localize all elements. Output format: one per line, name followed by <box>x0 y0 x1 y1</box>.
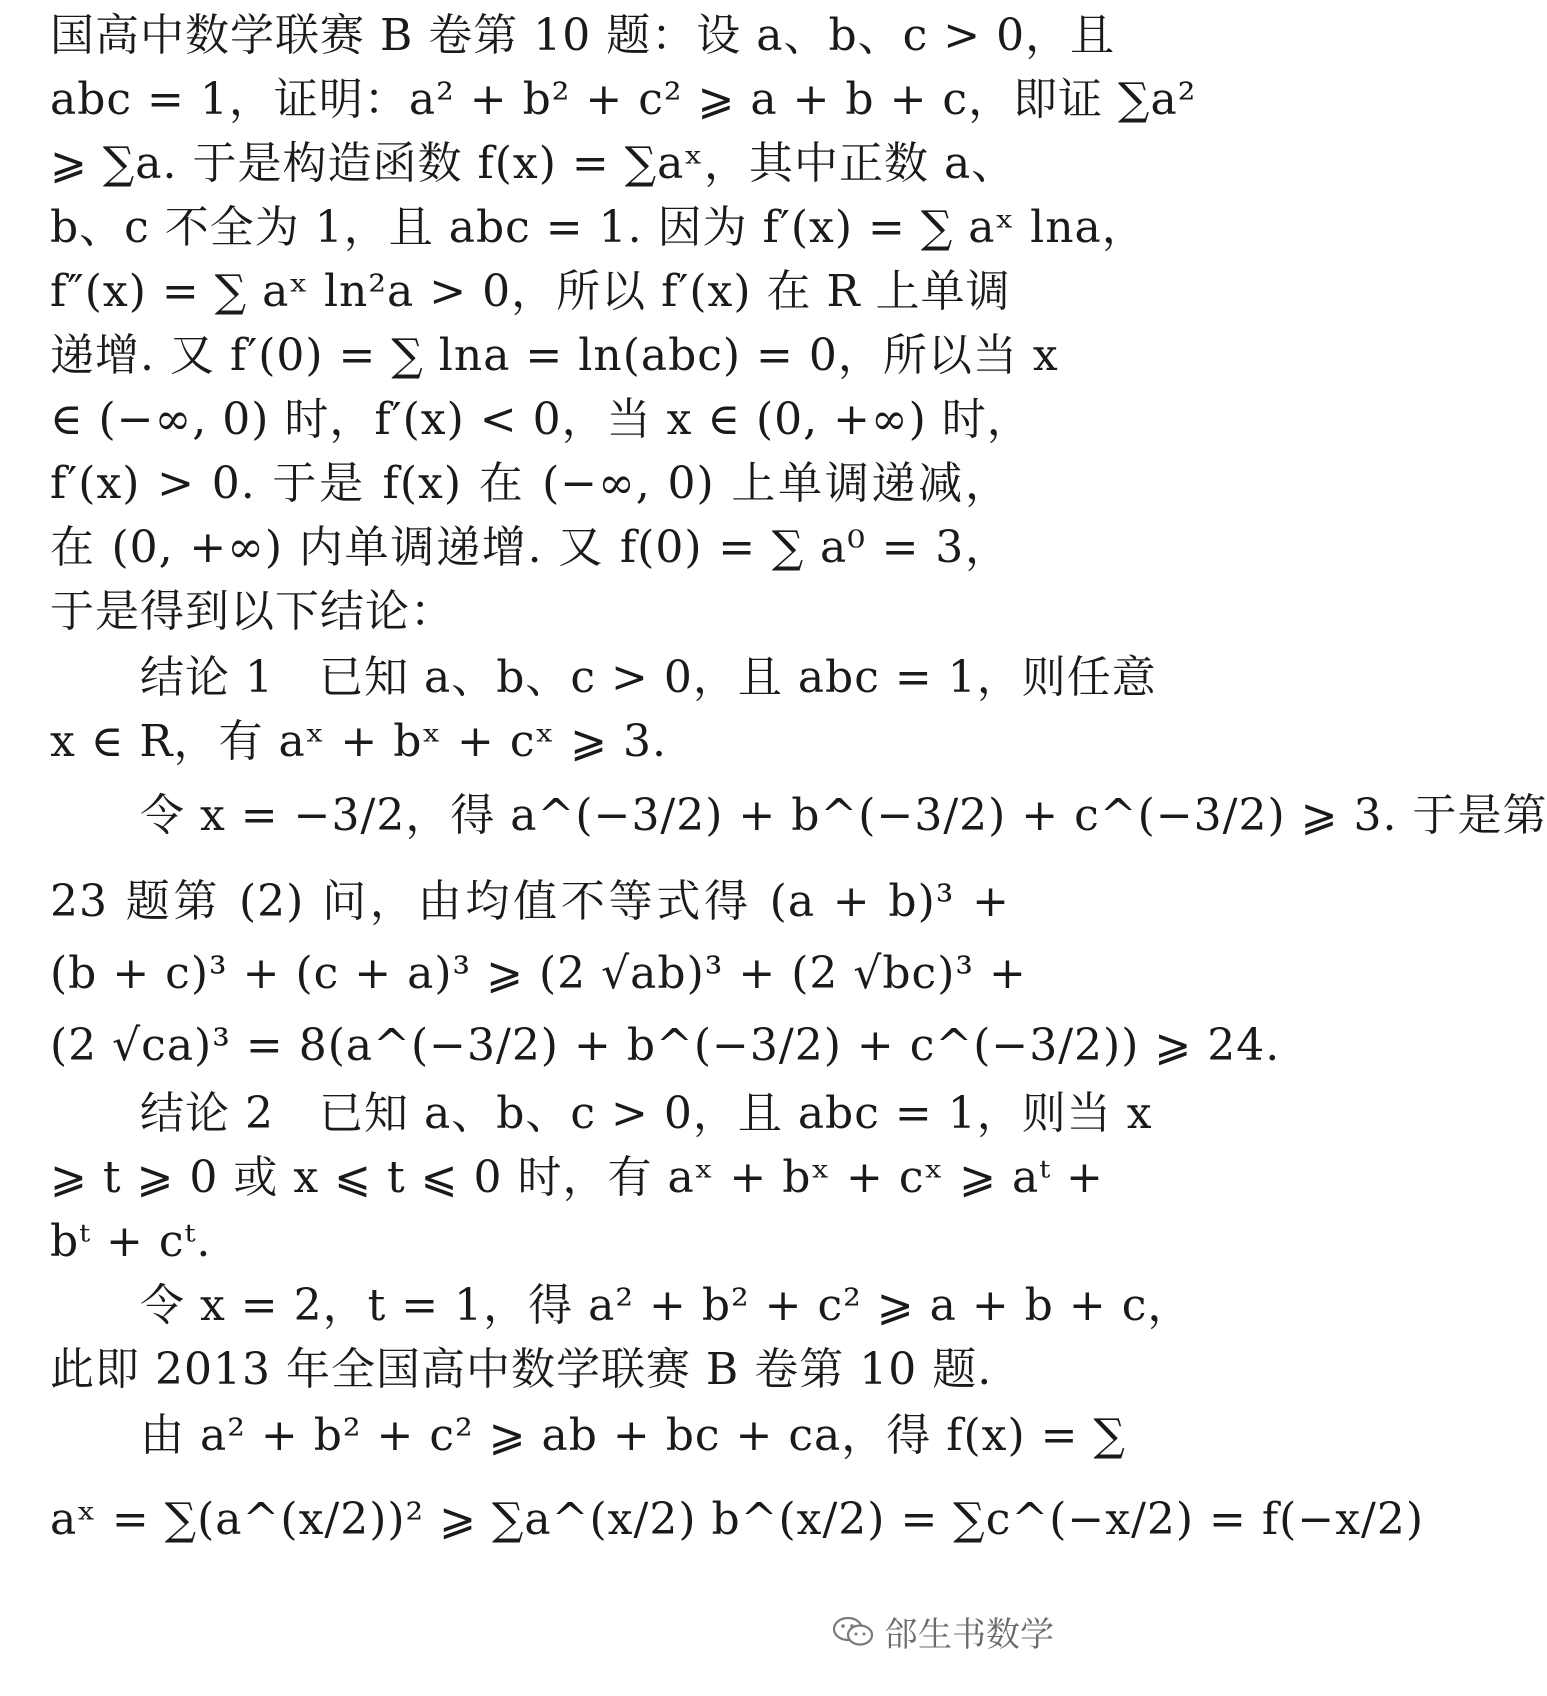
conclusion-2-heading: 结论 2 已知 a、b、c > 0，且 abc = 1，则当 x <box>140 1088 1153 1139</box>
text-line: 23 题第 (2) 问，由均值不等式得 (a + b)³ + <box>50 876 1010 927</box>
text-line: (b + c)³ + (c + a)³ ⩾ (2 √ab)³ + (2 √bc)³ + <box>50 948 1027 999</box>
text-line: 递增. 又 f′(0) = ∑ lna = ln(abc) = 0，所以当 x <box>50 330 1059 381</box>
watermark <box>832 1607 1054 1656</box>
text-line: ⩾ t ⩾ 0 或 x ⩽ t ⩽ 0 时，有 aˣ + bˣ + cˣ ⩾ aᵗ + <box>50 1152 1104 1203</box>
text-line: aˣ = ∑(a^(x/2))² ⩾ ∑a^(x/2) b^(x/2) = ∑c^(−x/2) = f(−x/2) <box>50 1494 1425 1545</box>
text-line: b、c 不全为 1，且 abc = 1. 因为 f′(x) = ∑ aˣ lna， <box>50 202 1147 253</box>
text-line: ∈ (−∞, 0) 时，f′(x) < 0，当 x ∈ (0, +∞) 时， <box>50 394 1032 445</box>
text-line: abc = 1，证明：a² + b² + c² ⩾ a + b + c，即证 ∑a² <box>50 74 1197 125</box>
text-line: 国高中数学联赛 B 卷第 10 题：设 a、b、c > 0，且 <box>50 10 1116 61</box>
text-line: ⩾ ∑a. 于是构造函数 f(x) = ∑aˣ，其中正数 a、 <box>50 138 1017 189</box>
text-line: f′(x) > 0. 于是 f(x) 在 (−∞, 0) 上单调递减， <box>50 458 1010 509</box>
conclusion-1-heading: 结论 1 已知 a、b、c > 0，且 abc = 1，则任意 <box>140 652 1157 703</box>
text-line: f″(x) = ∑ aˣ ln²a > 0，所以 f′(x) 在 R 上单调 <box>50 266 1011 317</box>
text-line: 令 x = −3/2，得 a^(−3/2) + b^(−3/2) + c^(−3/2) ⩾ 3. 于是第 <box>140 790 1547 841</box>
text-line: (2 √ca)³ = 8(a^(−3/2) + b^(−3/2) + c^(−3/2)) ⩾ 24. <box>50 1020 1281 1071</box>
text-line: 于是得到以下结论： <box>50 586 455 637</box>
text-line: 令 x = 2，t = 1，得 a² + b² + c² ⩾ a + b + c， <box>140 1280 1193 1331</box>
text-line: 在 (0, +∞) 内单调递增. 又 f(0) = ∑ a⁰ = 3， <box>50 522 1010 573</box>
text-line: bᵗ + cᵗ. <box>50 1216 212 1267</box>
wechat-icon <box>832 1615 874 1649</box>
watermark-text: 郃生书数学 <box>884 1615 1054 1655</box>
text-line: x ∈ R，有 aˣ + bˣ + cˣ ⩾ 3. <box>50 716 667 767</box>
text-line: 此即 2013 年全国高中数学联赛 B 卷第 10 题. <box>50 1344 993 1395</box>
text-line: 由 a² + b² + c² ⩾ ab + bc + ca，得 f(x) = ∑ <box>140 1410 1126 1461</box>
